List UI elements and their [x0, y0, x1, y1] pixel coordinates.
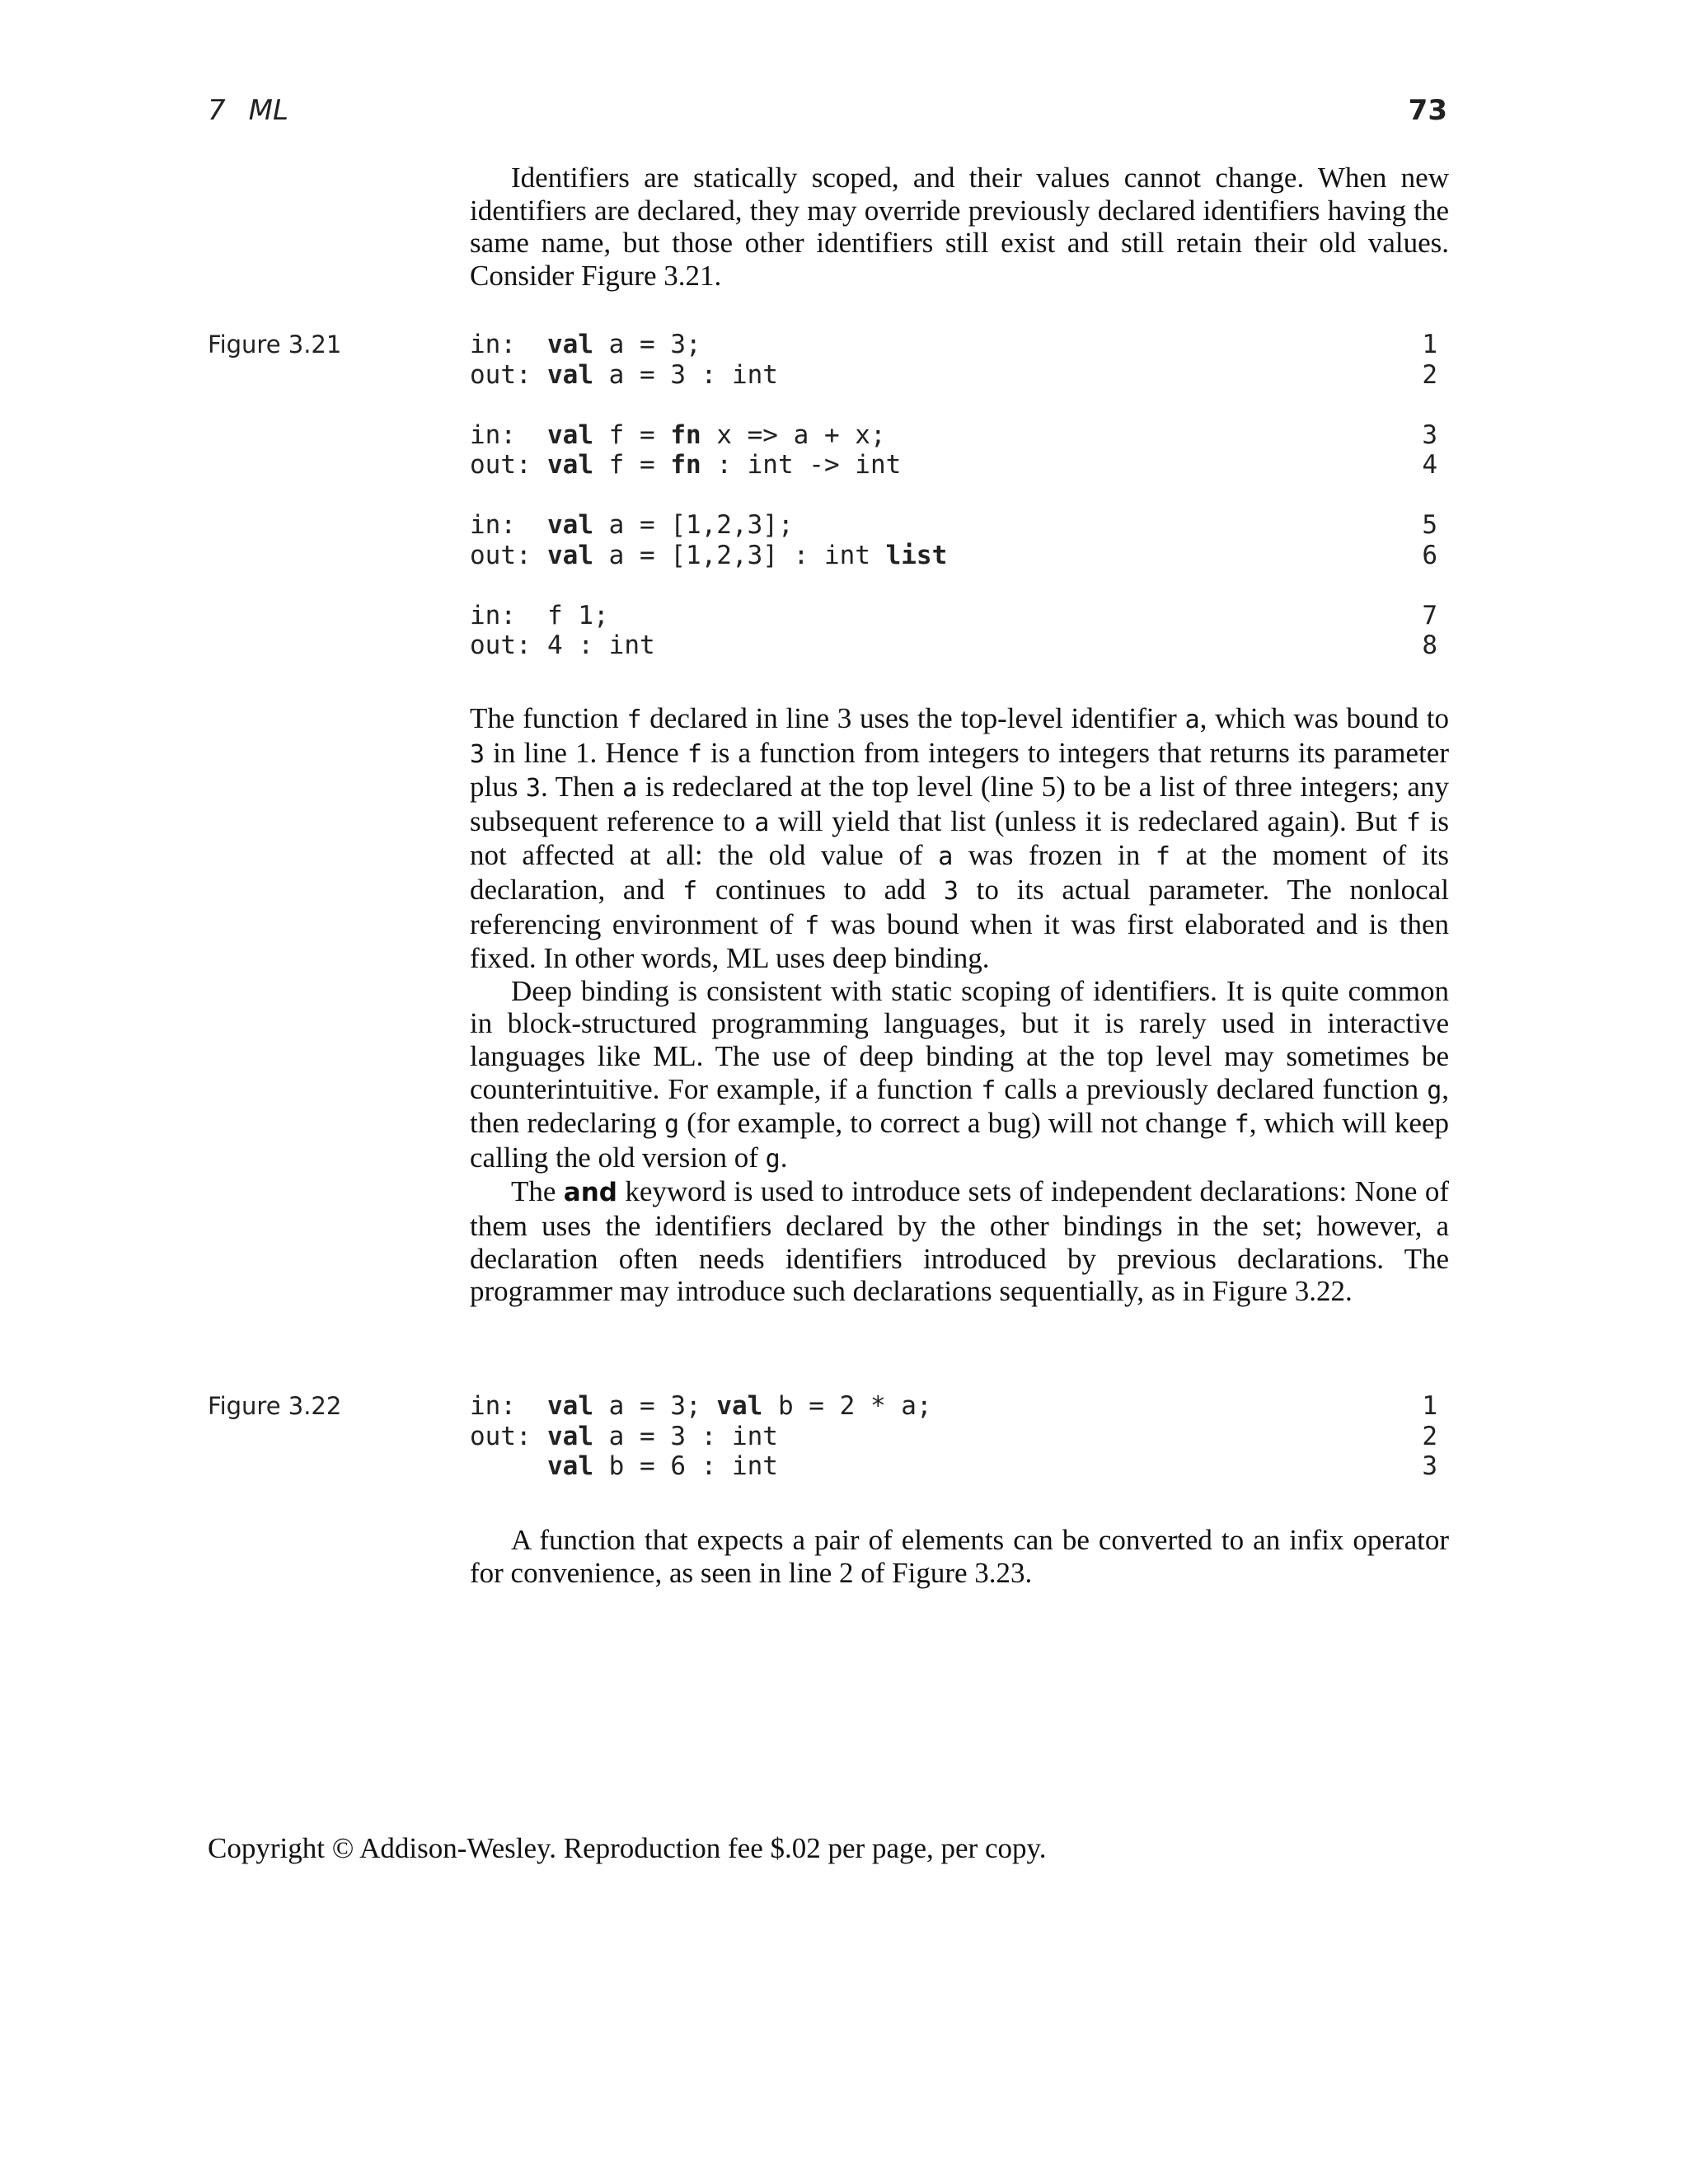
code-keyword: val — [547, 330, 593, 359]
paragraph-function-binding — [470, 702, 1449, 975]
text-run: in line 1. Hence — [485, 736, 687, 769]
figure-3-22-code — [470, 1391, 1449, 1482]
intro-paragraph: Identifiers are statically scoped, and their values cannot change. When new identifiers are declared, they may override previously declared identifiers having the same name, but those other identifiers still exist and still retain their old values. Consider Figure 3.21. — [470, 162, 1449, 292]
inline-code: f — [682, 876, 698, 906]
code-prompt: out: — [470, 630, 532, 660]
code-fragment: x => a + x; — [701, 419, 886, 450]
inline-code: f — [626, 705, 642, 734]
code-fragment: : int -> int — [701, 450, 902, 480]
copyright-footer: Copyright © Addison-Wesley. Reproduction fee $.02 per page, per copy. — [208, 1832, 1047, 1864]
code-line-number: 1 — [1422, 330, 1437, 359]
code-line — [470, 420, 1449, 451]
code-line-number: 5 — [1422, 510, 1437, 540]
code-text — [547, 450, 901, 480]
text-run: is not affected at all: the old value of — [470, 804, 1449, 872]
code-keyword: val — [547, 419, 593, 450]
text-run: Deep binding is consistent with static scoping of identifiers. It is quite common in block-structured programming languages, but it is rarely used in interactive languages like ML. The use of deep binding at the top level may sometimes be counterintuitive. For example, if a function — [470, 974, 1449, 1105]
inline-code: g — [765, 1144, 781, 1174]
code-keyword: val — [547, 510, 593, 540]
code-prompt: out: — [470, 359, 532, 390]
code-fragment: 4 : int — [547, 630, 655, 660]
code-prompt: out: — [470, 540, 532, 570]
code-text — [547, 420, 886, 451]
code-keyword: val — [547, 540, 593, 570]
discussion-section — [470, 702, 1449, 1308]
code-line-number: 8 — [1422, 630, 1437, 660]
inline-code: f — [687, 739, 702, 769]
inline-code: 3 — [943, 876, 959, 906]
text-run: to its actual parameter. The nonlocal referencing environment of — [470, 873, 1449, 940]
code-line-number: 3 — [1422, 419, 1437, 450]
code-prompt: in: — [470, 330, 516, 359]
inline-code: g — [663, 1110, 680, 1140]
code-line-number: 4 — [1422, 450, 1437, 480]
text-run: , which was bound to — [1199, 702, 1449, 734]
text-run: The function — [470, 702, 627, 734]
code-line — [470, 330, 1449, 360]
code-keyword: val — [547, 450, 593, 480]
code-prompt: out: — [470, 1421, 532, 1451]
paragraph-and-keyword — [470, 1175, 1449, 1307]
figure-3-21-code — [470, 330, 1449, 661]
chapter-number: 7 — [208, 94, 226, 127]
code-fragment: a = 3 : int — [593, 1421, 778, 1451]
code-line — [470, 360, 1449, 391]
inline-code: a — [622, 774, 638, 804]
chapter-title: ML — [248, 94, 288, 127]
code-text — [547, 630, 655, 661]
code-gap — [470, 480, 1449, 511]
code-line-number: 1 — [1422, 1391, 1437, 1421]
inline-code: a — [938, 842, 954, 872]
inline-code: g — [1427, 1076, 1442, 1105]
code-fragment: f 1; — [547, 600, 609, 630]
code-line — [470, 630, 1449, 661]
paragraph-deep-binding — [470, 975, 1449, 1176]
code-keyword: fn — [670, 450, 701, 480]
code-line-number: 2 — [1422, 1421, 1437, 1451]
code-prompt: in: — [470, 419, 516, 450]
code-prompt: out: — [470, 450, 532, 480]
inline-code: f — [1155, 842, 1170, 872]
text-run: is a function from integers to integers that returns its parameter plus — [470, 736, 1449, 804]
code-text — [547, 601, 609, 631]
code-line — [470, 1422, 1449, 1452]
code-text — [547, 1391, 932, 1422]
code-keyword: val — [547, 1451, 593, 1481]
code-text — [547, 330, 701, 360]
code-fragment: a = [1,2,3] : int — [593, 540, 886, 570]
code-text — [547, 541, 947, 571]
code-prompt: in: — [470, 1391, 516, 1421]
text-run: , which will keep calling the old version of — [470, 1107, 1449, 1174]
code-line-number: 3 — [1422, 1451, 1437, 1481]
code-keyword: fn — [670, 419, 701, 450]
inline-code: f — [981, 1076, 996, 1105]
text-run: was frozen in — [953, 839, 1156, 872]
page-number: 73 — [1408, 94, 1447, 127]
code-fragment: a = [1,2,3]; — [593, 510, 794, 540]
inline-code: 3 — [470, 739, 485, 769]
code-line-number: 2 — [1422, 359, 1437, 390]
text-run: keyword is used to introduce sets of independent declarations: None of them uses the identifiers declared by the other bindings in the set; however, a declaration often needs identifiers introduced by previous declarations. The programmer may introduce such declarations sequentially, as in Figure 3.22. — [470, 1175, 1449, 1308]
code-line-number: 6 — [1422, 540, 1437, 570]
text-run: (for example, to correct a bug) will not change — [679, 1107, 1235, 1140]
code-line — [470, 541, 1449, 571]
inline-keyword: and — [563, 1178, 617, 1208]
code-keyword: val — [716, 1391, 763, 1421]
inline-code: 3 — [525, 774, 541, 804]
code-text — [547, 360, 778, 391]
code-keyword: val — [547, 359, 593, 390]
code-gap — [470, 390, 1449, 420]
inline-code: a — [1184, 705, 1200, 734]
infix-section — [470, 1524, 1449, 1589]
code-text — [547, 510, 794, 541]
inline-code: a — [754, 808, 770, 837]
code-fragment: a = 3; — [593, 1391, 717, 1421]
code-fragment: f = — [593, 419, 671, 450]
code-fragment: a = 3; — [593, 330, 701, 359]
figure-3-22-label: Figure 3.22 — [208, 1392, 342, 1420]
paragraph-infix-operator: A function that expects a pair of elements can be converted to an infix operator for convenience, as seen in line 2 of Figure 3.23. — [470, 1524, 1449, 1589]
code-fragment: f = — [593, 450, 671, 480]
text-run: . Then — [540, 771, 623, 804]
code-line-number: 7 — [1422, 600, 1437, 630]
text-run: calls a previously declared function — [996, 1072, 1428, 1105]
code-text — [547, 1422, 778, 1452]
code-line — [470, 450, 1449, 480]
inline-code: f — [804, 911, 820, 940]
text-run: is redeclared at the top level (line 5) to be a list of three integers; any subsequent reference to — [470, 771, 1449, 837]
code-fragment: a = 3 : int — [593, 359, 778, 390]
inline-code: f — [1405, 808, 1421, 837]
text-run: will yield that list (unless it is redeclared again). But — [769, 804, 1406, 837]
code-prompt: in: — [470, 600, 516, 630]
code-keyword: val — [547, 1391, 593, 1421]
code-line — [470, 1451, 1449, 1482]
intro-section — [470, 162, 1449, 292]
code-text — [547, 1451, 778, 1482]
code-keyword: list — [885, 540, 948, 570]
running-header-chapter — [208, 94, 288, 127]
text-run: continues to add — [697, 873, 944, 906]
text-run: The — [511, 1175, 564, 1208]
inline-code: f — [1234, 1110, 1250, 1140]
code-prompt: in: — [470, 510, 516, 540]
figure-3-21-label: Figure 3.21 — [208, 330, 342, 359]
text-run: . — [780, 1141, 788, 1174]
code-keyword: val — [547, 1421, 593, 1451]
text-run: declared in line 3 uses the top-level identifier — [641, 702, 1185, 734]
code-line — [470, 1391, 1449, 1422]
text-run: at the moment of its declaration, and — [470, 839, 1449, 906]
code-gap — [470, 570, 1449, 601]
code-line — [470, 601, 1449, 631]
code-fragment: b = 2 * a; — [762, 1391, 932, 1421]
text-run: was bound when it was first elaborated and is then fixed. In other words, ML uses deep binding. — [470, 907, 1449, 975]
text-run: , then redeclaring — [470, 1072, 1449, 1140]
code-fragment: b = 6 : int — [593, 1451, 778, 1481]
code-line — [470, 510, 1449, 541]
